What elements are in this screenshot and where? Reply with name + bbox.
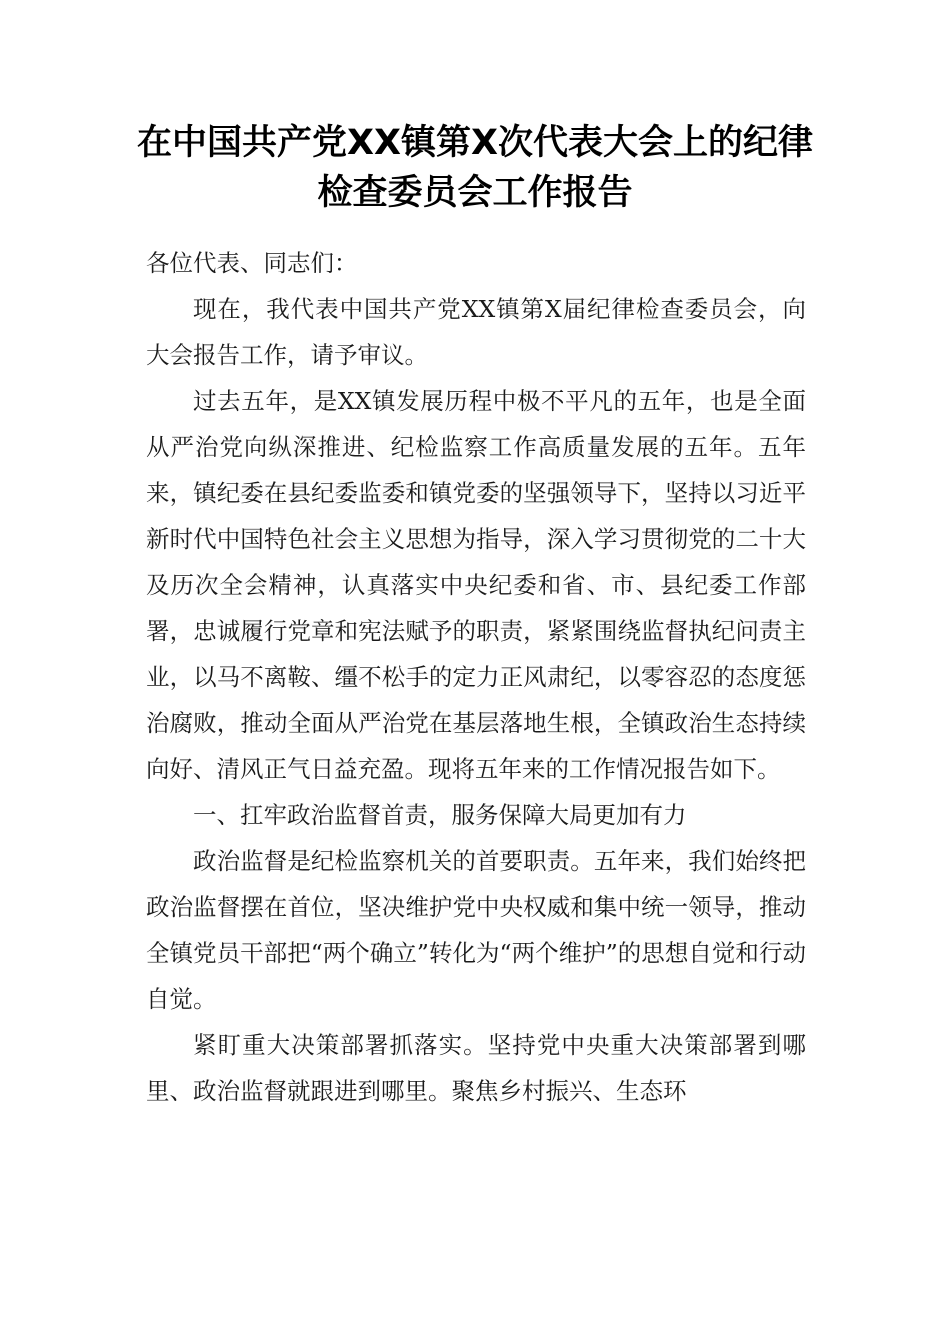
paragraph-review: 过去五年，是XX镇发展历程中极不平凡的五年，也是全面从严治党向纵深推进、纪检监察工作高质量发展的五年。五年来，镇纪委在县纪委监委和镇党委的坚强领导下，坚持以习近平新时代中国特色社会主义思想为指导，深入学习贯彻党的二十大及历次全会精神，认真落实中央纪委和省、市、县纪委工作部署，忠诚履行党章和宪法赋予的职责，紧紧围绕监督执纪问责主业，以马不离鞍、缰不松手的定力正风肃纪，以零容忍的态度惩治腐败，推动全面从严治党在基层落地生根，全镇政治生态持续向好、清风正气日益充盈。现将五年来的工作情况报告如下。 [146,387,806,783]
document-title: 在中国共产党XX镇第X次代表大会上的纪律检查委员会工作报告 [137,123,813,213]
paragraph-decision-implementation: 紧盯重大决策部署抓落实。坚持党中央重大决策部署到哪里、政治监督就跟进到哪里。聚焦乡村振兴、生态环 [146,1031,806,1105]
paragraph-political-supervision: 政治监督是纪检监察机关的首要职责。五年来，我们始终把政治监督摆在首位，坚决维护党中央权威和集中统一领导，推动全镇党员干部把“两个确立”转化为“两个维护”的思想自觉和行动自觉。 [146,847,806,1013]
paragraph-intro: 现在，我代表中国共产党XX镇第X届纪律检查委员会，向大会报告工作，请予审议。 [146,295,806,369]
section-heading-1: 一、扛牢政治监督首责，服务保障大局更加有力 [193,801,687,829]
salutation: 各位代表、同志们： [146,249,358,277]
document-body [146,240,806,1114]
